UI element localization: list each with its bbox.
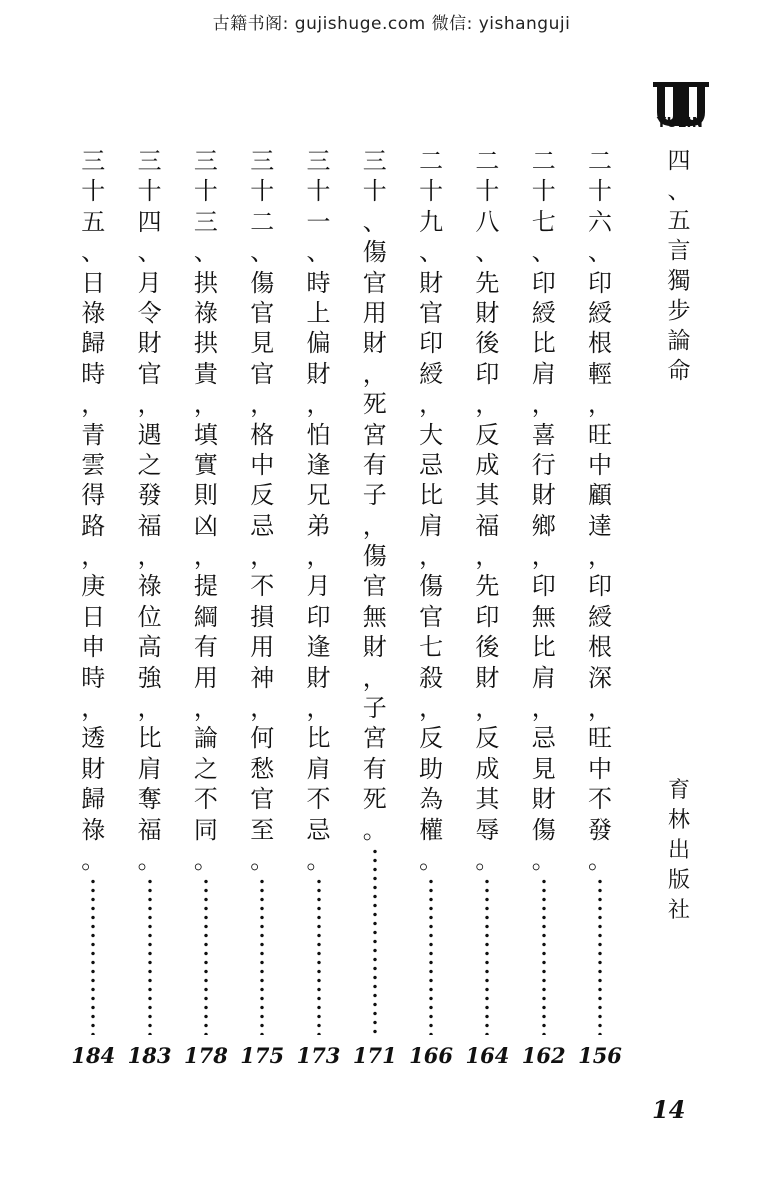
toc-page-number: 166 <box>409 1043 454 1069</box>
toc-page-number: 175 <box>240 1043 285 1069</box>
dot-leader <box>260 877 264 1035</box>
toc-entry[interactable] <box>580 146 620 1068</box>
toc-entry[interactable] <box>465 146 510 1069</box>
toc-entry-text: 三 十 一 、 時 上 偏 財 ， 怕 逢 兄 弟 ， 月 印 逢 財 ， 比 肩 不 忌 。 <box>306 147 331 874</box>
dot-leader <box>204 877 208 1035</box>
toc-entry[interactable] <box>521 146 566 1069</box>
dot-leader <box>148 877 152 1035</box>
dot-leader <box>429 877 433 1035</box>
toc-page-number: 173 <box>296 1043 341 1069</box>
toc-entry[interactable] <box>352 146 397 1069</box>
dot-leader <box>317 877 321 1035</box>
toc-entry-text: 二 十 七 、 印 綬 比 肩 ， 喜 行 財 鄉 ， 印 無 比 肩 ， 忌 見 財 傷 。 <box>531 147 556 874</box>
dot-leader <box>91 877 95 1035</box>
logo-text: YULIN <box>656 116 704 131</box>
dot-leader <box>598 877 602 1035</box>
toc-entry-text: 二 十 八 、 先 財 後 印 ， 反 成 其 福 ， 先 印 後 財 ， 反 成 其 辱 。 <box>475 147 500 874</box>
toc-entry[interactable] <box>183 146 228 1069</box>
toc-page-number: 156 <box>578 1043 622 1069</box>
toc-page-number: 171 <box>352 1043 397 1069</box>
toc-page-number: 183 <box>127 1043 172 1069</box>
toc-page-number: 162 <box>521 1043 566 1069</box>
toc-page-number: 178 <box>183 1043 228 1069</box>
toc-entry-text: 三 十 四 、 月 令 財 官 ， 遇 之 發 福 ， 祿 位 高 強 ， 比 肩 奪 福 。 <box>137 147 162 874</box>
watermark: 古籍书阁: gujishuge.com 微信: yishanguji <box>212 14 571 34</box>
toc-page-number: 164 <box>465 1043 510 1069</box>
toc-entry[interactable] <box>240 146 285 1069</box>
publisher-name: 育 林 出 版 社 <box>667 778 690 923</box>
toc-entry-text: 三 十 五 、 日 祿 歸 時 ， 青 雲 得 路 ， 庚 日 申 時 ， 透 財 歸 祿 。 <box>81 147 106 874</box>
toc-entry[interactable] <box>296 146 341 1069</box>
dot-leader <box>542 877 546 1035</box>
page-number: 14 <box>652 1095 686 1124</box>
toc-entry-text: 二 十 六 、 印 綬 根 輕 ， 旺 中 顧 達 ， 印 綬 根 深 ， 旺 中 不 發 。 <box>588 147 612 874</box>
toc-entry-text: 三 十 二 、 傷 官 見 官 ， 格 中 反 忌 ， 不 損 用 神 ， 何 愁 官 至 。 <box>250 147 275 874</box>
toc-entry[interactable] <box>71 146 116 1069</box>
section-title: 四 、 五 言 獨 步 論 命 <box>667 148 691 384</box>
toc-entry-text: 三 十 三 、 拱 祿 拱 貴 ， 填 實 則 凶 ， 提 綱 有 用 ， 論 之 不 同 。 <box>193 147 218 874</box>
toc-entry-text: 三 十 、 傷 官 用 財 ， 死 宮 有 子 ， 傷 官 無 財 ， 子 宮 有 死 。 <box>362 147 387 844</box>
toc-page-number: 184 <box>71 1043 116 1069</box>
dot-leader <box>373 847 377 1035</box>
toc-entry[interactable] <box>409 146 454 1069</box>
dot-leader <box>485 877 489 1035</box>
toc-entry-text: 二 十 九 、 財 官 印 綬 ， 大 忌 比 肩 ， 傷 官 七 殺 ， 反 助 為 權 。 <box>419 147 444 874</box>
toc-entry[interactable] <box>127 146 172 1069</box>
